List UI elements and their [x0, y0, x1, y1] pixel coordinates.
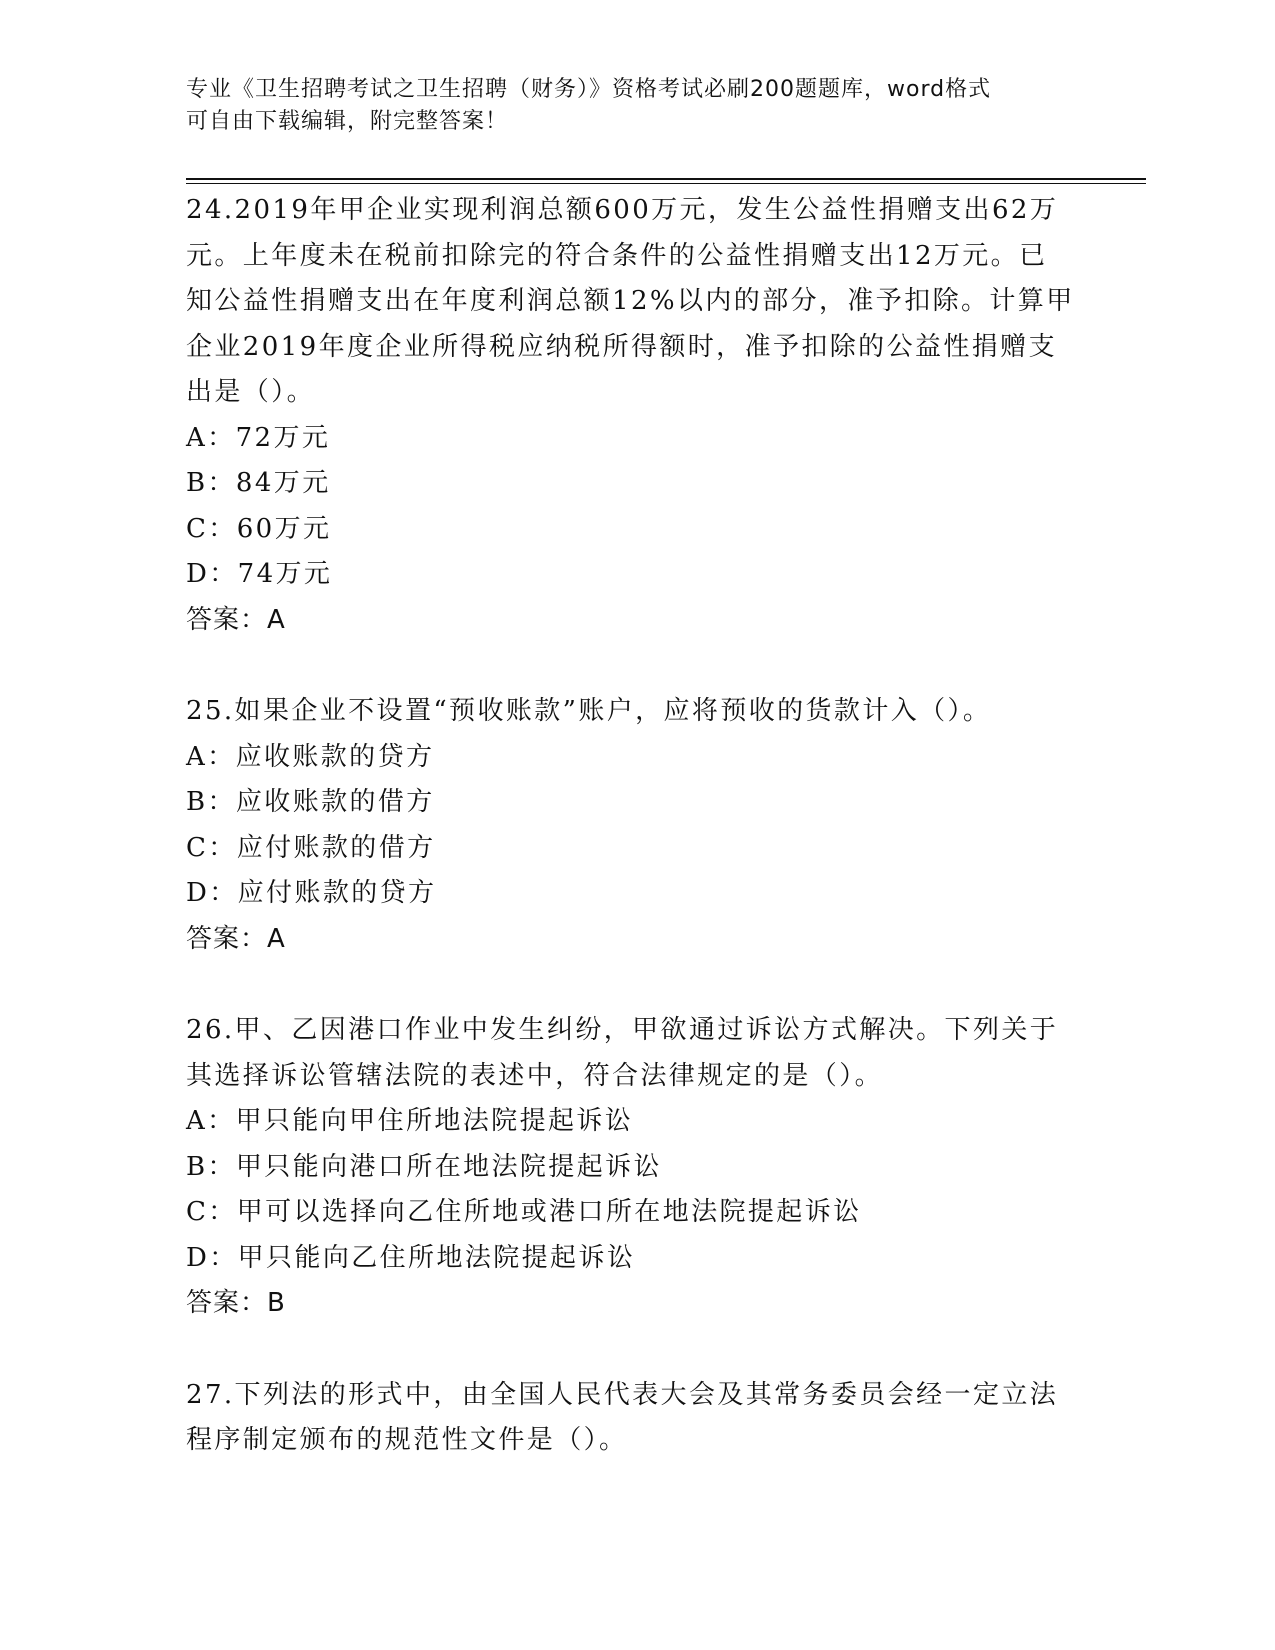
- option-b: B：应收账款的借方: [186, 787, 435, 817]
- option-c: C：60万元: [186, 513, 332, 544]
- header-divider-thick: [186, 178, 1146, 180]
- question-stem-line: 企业2019年度企业所得税应纳税所得额时，准予扣除的公益性捐赠支: [186, 331, 1057, 362]
- question-26: [186, 1008, 1086, 1327]
- option-d: D：甲只能向乙住所地法院提起诉讼: [186, 1242, 636, 1273]
- option-a: A：72万元: [186, 422, 331, 453]
- answer-line: 答案：B: [186, 1288, 286, 1318]
- option-a: A：甲只能向甲住所地法院提起诉讼: [186, 1106, 634, 1136]
- question-list: [186, 188, 1086, 1510]
- question-stem-line: 25.如果企业不设置“预收账款”账户，应将预收的货款计入（）。: [186, 696, 992, 726]
- question-25: [186, 689, 1086, 962]
- option-c: C：应付账款的借方: [186, 832, 436, 863]
- question-24: [186, 188, 1086, 643]
- option-d: D：应付账款的贷方: [186, 878, 437, 908]
- option-d: D：74万元: [186, 559, 333, 589]
- question-27: [186, 1373, 1086, 1464]
- option-b: B：84万元: [186, 468, 331, 498]
- header-divider-thin: [186, 183, 1146, 184]
- option-c: C：甲可以选择向乙住所地或港口所在地法院提起诉讼: [186, 1197, 862, 1227]
- question-stem-line: 26.甲、乙因港口作业中发生纠纷，甲欲通过诉讼方式解决。下列关于: [186, 1015, 1059, 1045]
- question-stem-line: 出是（）。: [186, 377, 316, 407]
- answer-line: 答案：A: [186, 604, 286, 635]
- header-line-1: 专业《卫生招聘考试之卫生招聘（财务）》资格考试必刷200题题库，word格式: [186, 77, 992, 102]
- question-stem-line: 其选择诉讼管辖法院的表述中，符合法律规定的是（）。: [186, 1060, 884, 1091]
- option-a: A：应收账款的贷方: [186, 741, 435, 772]
- question-stem-line: 27.下列法的形式中，由全国人民代表大会及其常务委员会经一定立法: [186, 1379, 1059, 1410]
- question-stem-line: 24.2019年甲企业实现利润总额600万元，发生公益性捐赠支出62万: [186, 195, 1059, 225]
- document-header: [186, 74, 1066, 138]
- question-stem-line: 元。上年度未在税前扣除完的符合条件的公益性捐赠支出12万元。已: [186, 240, 1048, 271]
- question-stem-line: 程序制定颁布的规范性文件是（）。: [186, 1425, 628, 1455]
- header-line-2: 可自由下载编辑，附完整答案！: [186, 109, 509, 134]
- answer-line: 答案：A: [186, 923, 286, 954]
- question-stem-line: 知公益性捐赠支出在年度利润总额12%以内的部分，准予扣除。计算甲: [186, 286, 1075, 316]
- option-b: B：甲只能向港口所在地法院提起诉讼: [186, 1151, 662, 1182]
